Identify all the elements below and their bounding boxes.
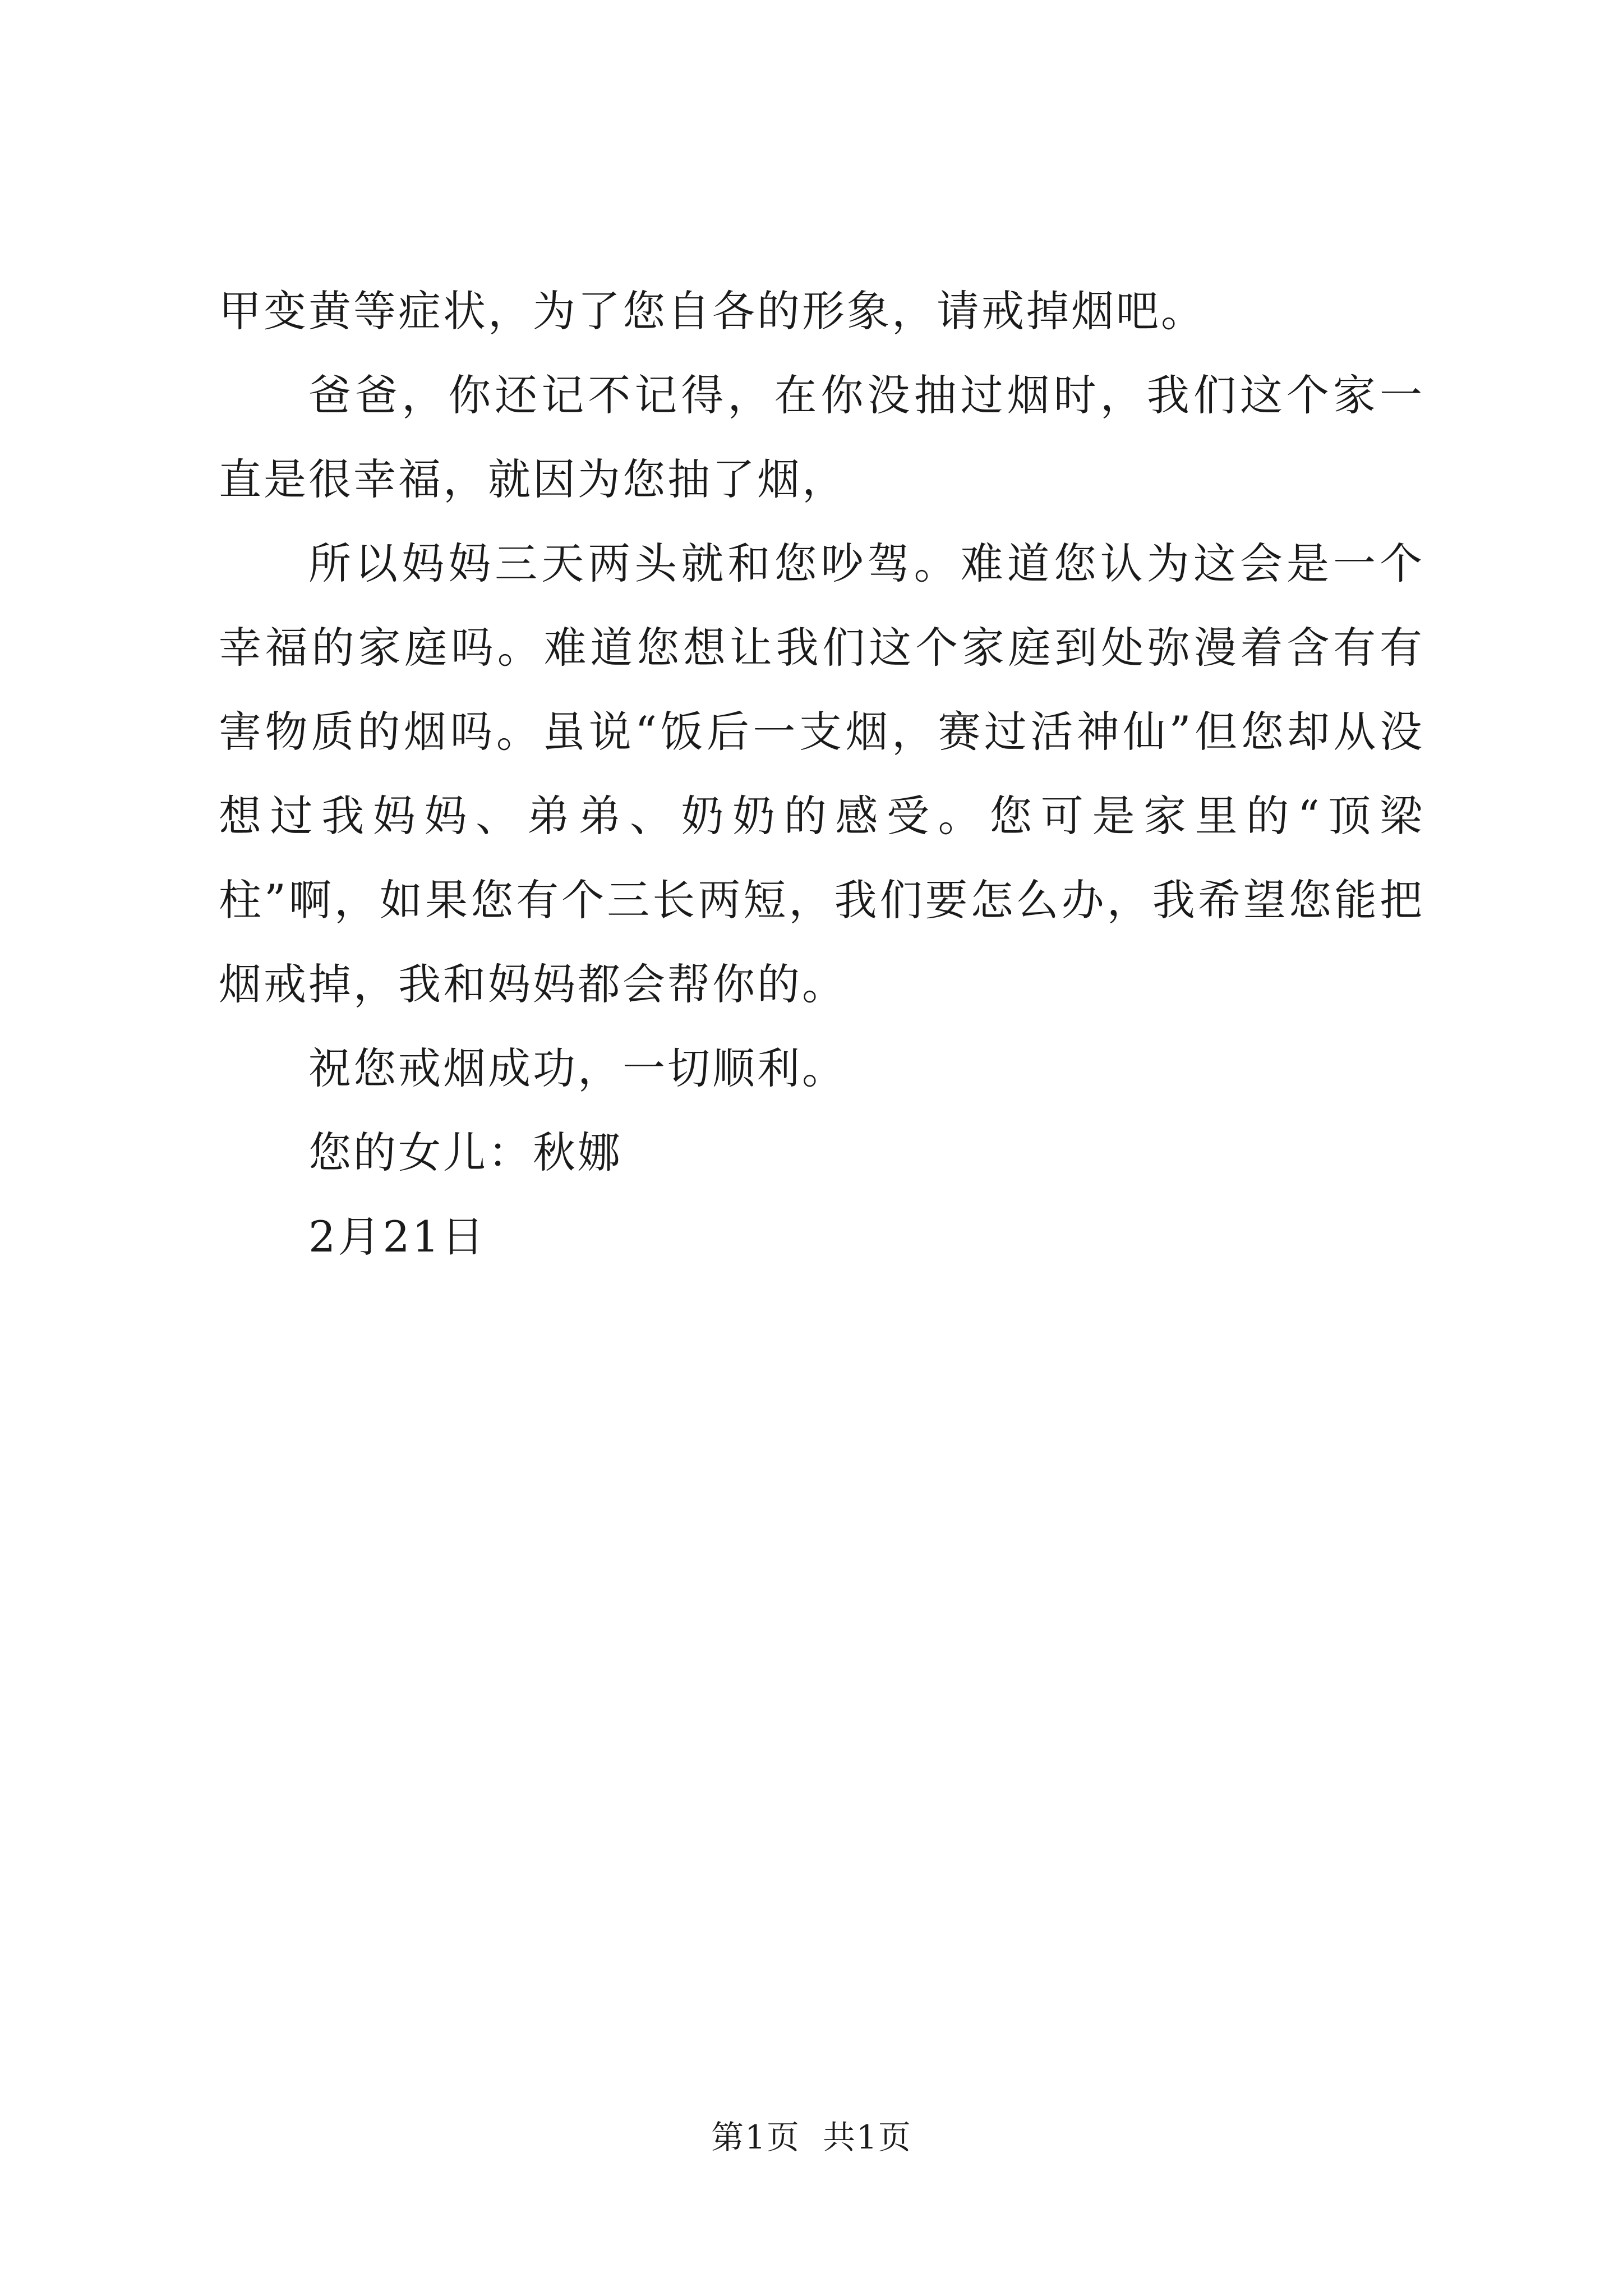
page-number: 第1页	[711, 2118, 800, 2156]
signature: 您的女儿：秋娜	[308, 1128, 623, 1177]
letter-body	[219, 269, 1424, 1279]
paragraph-memory: 爸爸，你还记不记得，在你没抽过烟时，我们这个家一直是很幸福，就因为您抽了烟，	[219, 370, 1424, 504]
paragraph-plea: 所以妈妈三天两头就和您吵驾。难道您认为这会是一个幸福的家庭吗。难道您想让我们这个家庭到处弥漫着含有有害物质的烟吗。虽说“饭后一支烟，赛过活神仙”但您却从没想过我妈妈、弟弟、奶奶的感受。您可是家里的“顶梁柱”啊，如果您有个三长两短，我们要怎么办，我希望您能把烟戒掉，我和妈妈都会帮你的。	[219, 539, 1424, 1009]
letter-date: 2月21日	[308, 1212, 487, 1262]
paragraph-continuation: 甲变黄等症状，为了您自各的形象，请戒掉烟吧。	[219, 286, 1206, 336]
page-total: 共1页	[823, 2118, 912, 2156]
closing-wish: 祝您戒烟成功，一切顺利。	[308, 1043, 847, 1093]
page-footer	[0, 2115, 1623, 2160]
